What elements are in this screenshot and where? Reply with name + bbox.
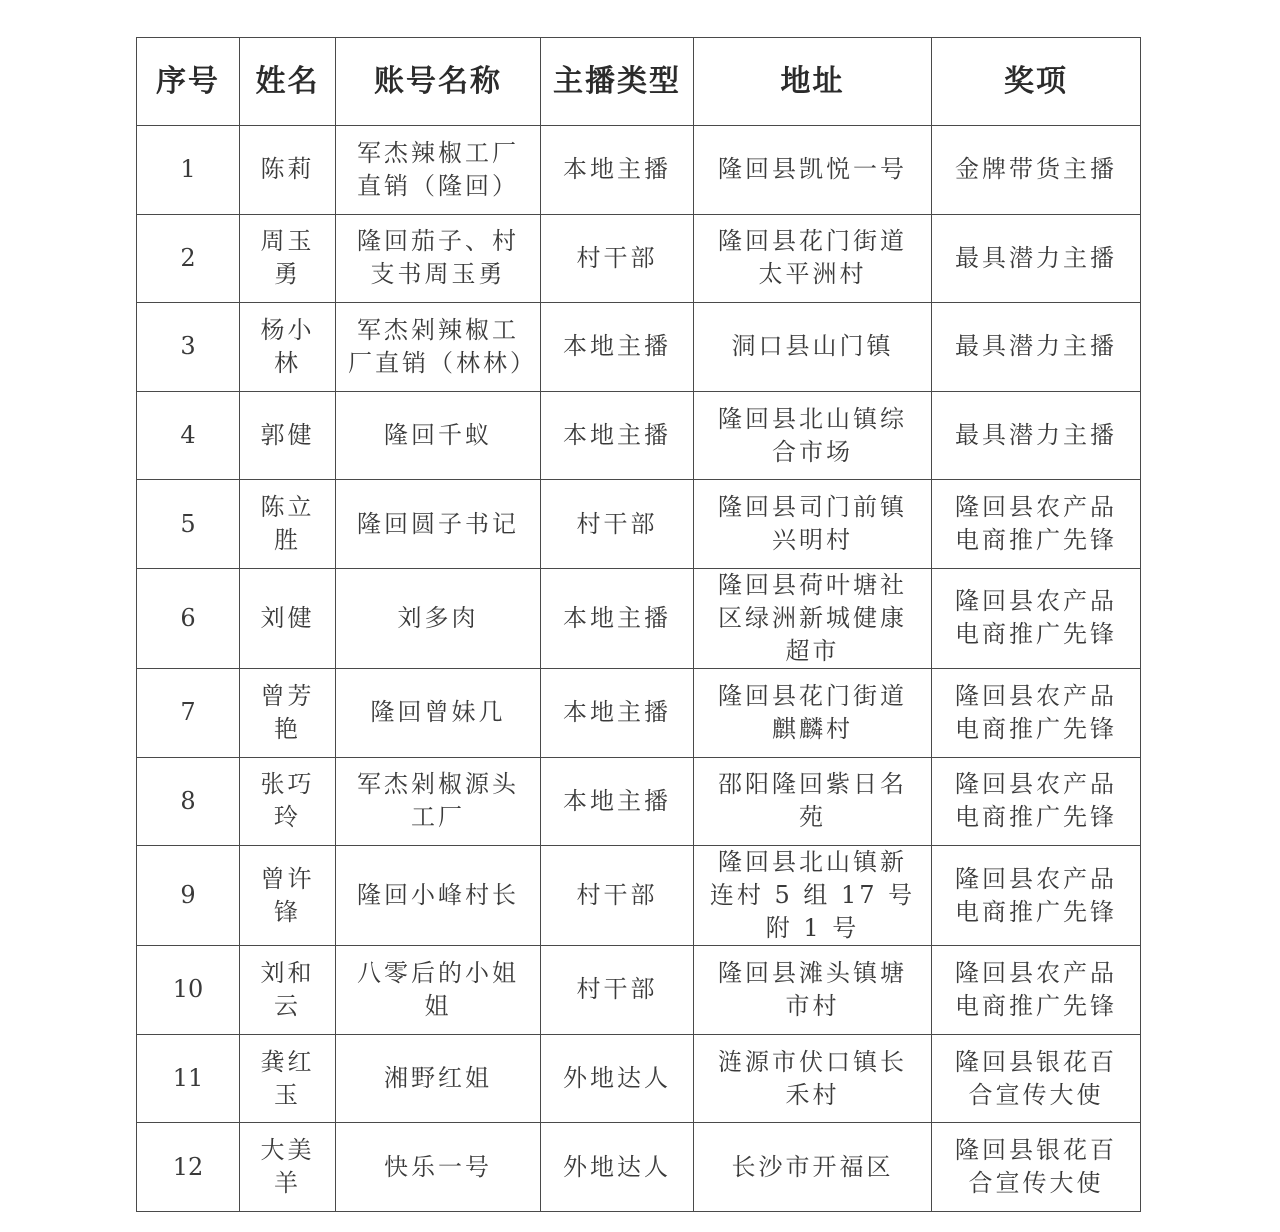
cell-index: 8: [137, 757, 240, 846]
cell-index: 6: [137, 568, 240, 668]
cell-award: 最具潜力主播: [932, 391, 1141, 480]
cell-name: 张巧玲: [240, 757, 336, 846]
cell-name: 陈立胜: [240, 480, 336, 569]
cell-name: 龚红玉: [240, 1034, 336, 1123]
table-row: [137, 303, 1141, 392]
table-row: [137, 1034, 1141, 1123]
cell-streamer-type: 村干部: [541, 846, 694, 946]
table-row: [137, 391, 1141, 480]
cell-account-name: 隆回千蚁: [336, 391, 541, 480]
cell-award: 最具潜力主播: [932, 214, 1141, 303]
cell-streamer-type: 本地主播: [541, 568, 694, 668]
table-row: [137, 1123, 1141, 1212]
cell-account-name: 刘多肉: [336, 568, 541, 668]
cell-index: 7: [137, 668, 240, 757]
cell-index: 12: [137, 1123, 240, 1212]
cell-name: 杨小林: [240, 303, 336, 392]
cell-address: 邵阳隆回紫日名苑: [694, 757, 932, 846]
cell-account-name: 快乐一号: [336, 1123, 541, 1212]
cell-index: 3: [137, 303, 240, 392]
cell-index: 5: [137, 480, 240, 569]
cell-streamer-type: 外地达人: [541, 1123, 694, 1212]
table-header-row: [137, 38, 1141, 126]
cell-streamer-type: 本地主播: [541, 757, 694, 846]
cell-index: 9: [137, 846, 240, 946]
cell-name: 刘健: [240, 568, 336, 668]
table-row: [137, 214, 1141, 303]
cell-name: 曾芳艳: [240, 668, 336, 757]
cell-name: 刘和云: [240, 946, 336, 1035]
cell-address: 隆回县司门前镇兴明村: [694, 480, 932, 569]
cell-award: 隆回县农产品电商推广先锋: [932, 568, 1141, 668]
cell-award: 隆回县农产品电商推广先锋: [932, 480, 1141, 569]
cell-address: 隆回县花门街道太平洲村: [694, 214, 932, 303]
cell-index: 10: [137, 946, 240, 1035]
cell-index: 11: [137, 1034, 240, 1123]
cell-account-name: 军杰辣椒工厂直销（隆回）: [336, 126, 541, 215]
cell-streamer-type: 村干部: [541, 480, 694, 569]
cell-name: 曾许锋: [240, 846, 336, 946]
cell-name: 郭健: [240, 391, 336, 480]
cell-address: 隆回县北山镇新连村 5 组 17 号附 1 号: [694, 846, 932, 946]
cell-address: 隆回县凯悦一号: [694, 126, 932, 215]
cell-index: 4: [137, 391, 240, 480]
header-name: 姓名: [240, 38, 336, 126]
table-row: [137, 568, 1141, 668]
cell-streamer-type: 外地达人: [541, 1034, 694, 1123]
header-award: 奖项: [932, 38, 1141, 126]
cell-award: 隆回县农产品电商推广先锋: [932, 946, 1141, 1035]
award-table: [136, 37, 1141, 1212]
cell-name: 周玉勇: [240, 214, 336, 303]
cell-award: 隆回县银花百合宣传大使: [932, 1034, 1141, 1123]
cell-address: 洞口县山门镇: [694, 303, 932, 392]
cell-name: 陈莉: [240, 126, 336, 215]
cell-account-name: 八零后的小姐姐: [336, 946, 541, 1035]
cell-streamer-type: 村干部: [541, 946, 694, 1035]
header-account-name: 账号名称: [336, 38, 541, 126]
cell-streamer-type: 本地主播: [541, 126, 694, 215]
cell-award: 隆回县银花百合宣传大使: [932, 1123, 1141, 1212]
cell-account-name: 军杰剁辣椒工厂直销（林林）: [336, 303, 541, 392]
table-row: [137, 757, 1141, 846]
cell-address: 隆回县花门街道麒麟村: [694, 668, 932, 757]
cell-streamer-type: 本地主播: [541, 391, 694, 480]
cell-name: 大美羊: [240, 1123, 336, 1212]
cell-streamer-type: 本地主播: [541, 303, 694, 392]
cell-streamer-type: 本地主播: [541, 668, 694, 757]
cell-address: 长沙市开福区: [694, 1123, 932, 1212]
table-row: [137, 668, 1141, 757]
cell-streamer-type: 村干部: [541, 214, 694, 303]
cell-account-name: 湘野红姐: [336, 1034, 541, 1123]
table-row: [137, 946, 1141, 1035]
header-address: 地址: [694, 38, 932, 126]
cell-account-name: 军杰剁椒源头工厂: [336, 757, 541, 846]
cell-index: 2: [137, 214, 240, 303]
cell-address: 涟源市伏口镇长禾村: [694, 1034, 932, 1123]
cell-award: 最具潜力主播: [932, 303, 1141, 392]
cell-award: 隆回县农产品电商推广先锋: [932, 757, 1141, 846]
table-row: [137, 480, 1141, 569]
cell-award: 金牌带货主播: [932, 126, 1141, 215]
header-streamer-type: 主播类型: [541, 38, 694, 126]
table-row: [137, 126, 1141, 215]
cell-account-name: 隆回小峰村长: [336, 846, 541, 946]
table-row: [137, 846, 1141, 946]
cell-account-name: 隆回曾妹几: [336, 668, 541, 757]
cell-account-name: 隆回茄子、村支书周玉勇: [336, 214, 541, 303]
cell-address: 隆回县滩头镇塘市村: [694, 946, 932, 1035]
cell-address: 隆回县北山镇综合市场: [694, 391, 932, 480]
cell-award: 隆回县农产品电商推广先锋: [932, 668, 1141, 757]
cell-index: 1: [137, 126, 240, 215]
cell-award: 隆回县农产品电商推广先锋: [932, 846, 1141, 946]
cell-address: 隆回县荷叶塘社区绿洲新城健康超市: [694, 568, 932, 668]
header-index: 序号: [137, 38, 240, 126]
cell-account-name: 隆回圆子书记: [336, 480, 541, 569]
